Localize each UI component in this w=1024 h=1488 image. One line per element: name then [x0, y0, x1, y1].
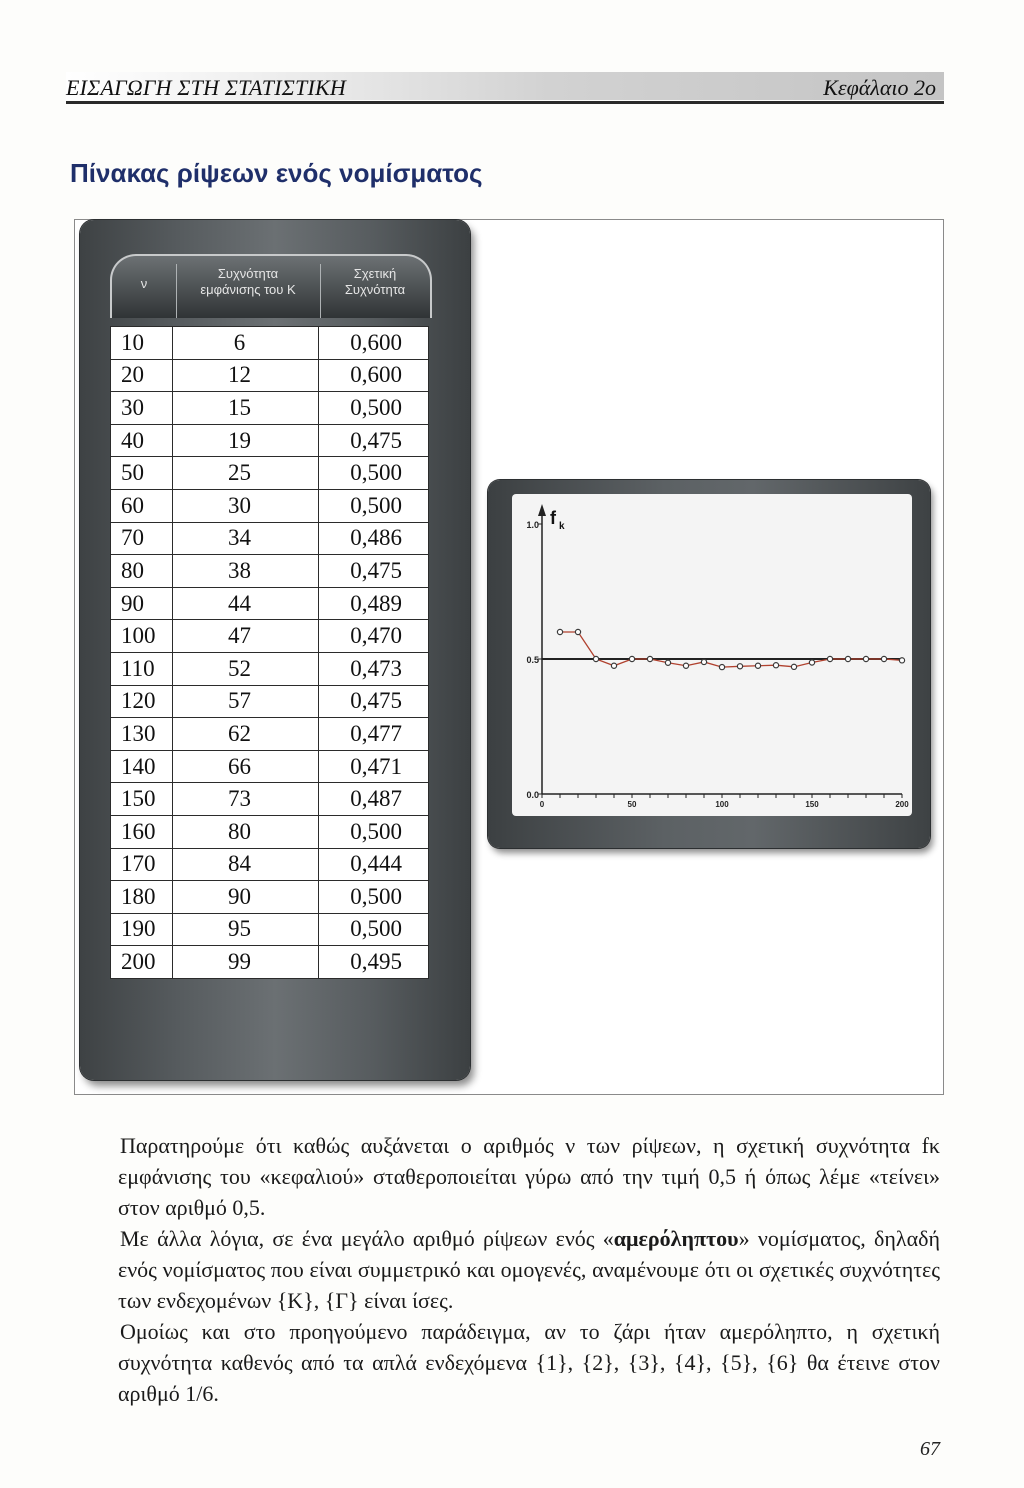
- cell-n: 100: [111, 620, 173, 653]
- table-row: [111, 815, 429, 848]
- header-frequency-line2: εμφάνισης του Κ: [200, 282, 296, 297]
- cell-n: 170: [111, 848, 173, 881]
- cell-n: 150: [111, 783, 173, 816]
- coin-toss-table: [110, 326, 429, 979]
- cell-frequency: 52: [173, 652, 319, 685]
- cell-frequency: 66: [173, 750, 319, 783]
- data-point: [701, 659, 706, 664]
- cell-n: 180: [111, 881, 173, 914]
- cell-n: 140: [111, 750, 173, 783]
- table-row: [111, 392, 429, 425]
- cell-n: 190: [111, 913, 173, 946]
- cell-frequency: 15: [173, 392, 319, 425]
- table-header: [110, 254, 432, 318]
- cell-frequency: 30: [173, 489, 319, 522]
- cell-n: 40: [111, 424, 173, 457]
- cell-relative-frequency: 0,500: [319, 815, 429, 848]
- data-point: [791, 664, 796, 669]
- table-row: [111, 327, 429, 360]
- data-point: [809, 660, 814, 665]
- data-point: [683, 663, 688, 668]
- header-frequency: [176, 266, 320, 298]
- running-header: [66, 72, 944, 104]
- y-axis-label-subscript: k: [559, 521, 565, 532]
- cell-n: 10: [111, 327, 173, 360]
- paragraph-1: Παρατηρούμε ότι καθώς αυξάνεται ο αριθμός ν των ρίψεων, η σχετική συχνότητα fκ εμφάνισης του «κεφαλιού» σταθεροποιείται γύρω από την τιμή 0,5 ή όπως λέμε «τείνει» στον αριθμό 0,5.: [118, 1133, 940, 1220]
- table-row: [111, 718, 429, 751]
- cell-relative-frequency: 0,487: [319, 783, 429, 816]
- cell-relative-frequency: 0,471: [319, 750, 429, 783]
- data-point: [755, 663, 760, 668]
- cell-relative-frequency: 0,475: [319, 555, 429, 588]
- data-point: [719, 665, 724, 670]
- cell-frequency: 34: [173, 522, 319, 555]
- cell-n: 20: [111, 359, 173, 392]
- header-n: ν: [140, 276, 148, 291]
- cell-relative-frequency: 0,600: [319, 327, 429, 360]
- page-number: 67: [920, 1438, 940, 1460]
- cell-relative-frequency: 0,473: [319, 652, 429, 685]
- cell-relative-frequency: 0,500: [319, 392, 429, 425]
- data-point: [863, 656, 868, 661]
- data-point: [557, 629, 562, 634]
- chapter-label: Κεφάλαιο 2ο: [823, 75, 936, 100]
- table-row: [111, 848, 429, 881]
- table-row: [111, 913, 429, 946]
- cell-n: 200: [111, 946, 173, 979]
- series-line: [560, 632, 902, 667]
- relative-frequency-chart: [512, 494, 912, 816]
- table-row: [111, 783, 429, 816]
- data-point: [827, 656, 832, 661]
- cell-relative-frequency: 0,600: [319, 359, 429, 392]
- cell-n: 120: [111, 685, 173, 718]
- cell-n: 110: [111, 652, 173, 685]
- x-tick-label: 0: [539, 800, 545, 809]
- cell-n: 90: [111, 587, 173, 620]
- data-point: [773, 663, 778, 668]
- paragraph-3: Ομοίως και στο προηγούμενο παράδειγμα, αν το ζάρι ήταν αμερόληπτο, η σχετική συχνότητα καθενός από τα απλά ενδεχόμενα {1}, {2}, {3}, {4}, {5}, {6} θα έτεινε στον αριθμό 1/6.: [118, 1319, 940, 1406]
- header-rule: [66, 101, 944, 104]
- header-relative-line1: Σχετική: [353, 266, 397, 281]
- cell-frequency: 44: [173, 587, 319, 620]
- data-point: [665, 660, 670, 665]
- x-tick-label: 50: [627, 800, 637, 809]
- header-relative-line2: Συχνότητα: [344, 282, 406, 297]
- data-point: [575, 629, 580, 634]
- x-tick-label: 150: [805, 800, 819, 809]
- cell-frequency: 6: [173, 327, 319, 360]
- cell-relative-frequency: 0,500: [319, 489, 429, 522]
- table-row: [111, 946, 429, 979]
- cell-frequency: 62: [173, 718, 319, 751]
- cell-relative-frequency: 0,500: [319, 881, 429, 914]
- cell-frequency: 90: [173, 881, 319, 914]
- cell-relative-frequency: 0,489: [319, 587, 429, 620]
- cell-relative-frequency: 0,477: [319, 718, 429, 751]
- cell-frequency: 38: [173, 555, 319, 588]
- y-tick-label: 1.0: [526, 520, 539, 530]
- cell-relative-frequency: 0,500: [319, 913, 429, 946]
- table-row: [111, 587, 429, 620]
- cell-n: 60: [111, 489, 173, 522]
- table-row: [111, 359, 429, 392]
- cell-relative-frequency: 0,486: [319, 522, 429, 555]
- table-row: [111, 881, 429, 914]
- cell-frequency: 73: [173, 783, 319, 816]
- table-row: [111, 685, 429, 718]
- table-row: [111, 620, 429, 653]
- cell-n: 50: [111, 457, 173, 490]
- table-row: [111, 750, 429, 783]
- table-row: [111, 555, 429, 588]
- book-title: ΕΙΣΑΓΩΓΗ ΣΤΗ ΣΤΑΤΙΣΤΙΚΗ: [66, 75, 346, 100]
- table-row: [111, 652, 429, 685]
- cell-relative-frequency: 0,500: [319, 457, 429, 490]
- data-point: [647, 656, 652, 661]
- cell-relative-frequency: 0,495: [319, 946, 429, 979]
- y-axis-label: f: [550, 508, 556, 528]
- data-point: [629, 656, 634, 661]
- table-row: [111, 424, 429, 457]
- data-point: [737, 664, 742, 669]
- paragraph-2-start: Με άλλα λόγια, σε ένα μεγάλο αριθμό ρίψεων ενός «: [120, 1226, 614, 1251]
- cell-n: 130: [111, 718, 173, 751]
- y-tick-label: 0.0: [526, 790, 539, 800]
- table-row: [111, 489, 429, 522]
- table-body: [111, 327, 429, 979]
- cell-n: 80: [111, 555, 173, 588]
- table-row: [111, 522, 429, 555]
- table-row: [111, 457, 429, 490]
- header-frequency-line1: Συχνότητα: [217, 266, 279, 281]
- paragraph-2-end: » νομίσματος, δηλαδή ενός νομίσματος που είναι συμμετρικό και ομογενές, αναμένουμε ότι οι σχετικές συχνότητες των ενδεχομένων {Κ}, {Γ} είναι ίσες.: [118, 1226, 940, 1313]
- cell-frequency: 80: [173, 815, 319, 848]
- cell-frequency: 99: [173, 946, 319, 979]
- cell-frequency: 25: [173, 457, 319, 490]
- cell-frequency: 47: [173, 620, 319, 653]
- cell-frequency: 12: [173, 359, 319, 392]
- cell-n: 160: [111, 815, 173, 848]
- data-point: [845, 656, 850, 661]
- cell-frequency: 57: [173, 685, 319, 718]
- cell-relative-frequency: 0,470: [319, 620, 429, 653]
- y-axis-arrow: [538, 504, 546, 516]
- paragraph-2: [118, 1223, 940, 1316]
- cell-n: 70: [111, 522, 173, 555]
- x-tick-label: 200: [895, 800, 909, 809]
- cell-n: 30: [111, 392, 173, 425]
- chart-area: [512, 494, 912, 816]
- data-point: [899, 658, 904, 663]
- section-title: Πίνακας ρίψεων ενός νομίσματος: [70, 158, 483, 188]
- y-tick-label: 0.5: [526, 655, 539, 665]
- term-unbiased: αμερόληπτου: [613, 1226, 739, 1251]
- cell-frequency: 95: [173, 913, 319, 946]
- data-point: [611, 663, 616, 668]
- cell-frequency: 84: [173, 848, 319, 881]
- cell-relative-frequency: 0,475: [319, 424, 429, 457]
- data-point: [881, 656, 886, 661]
- cell-relative-frequency: 0,444: [319, 848, 429, 881]
- cell-frequency: 19: [173, 424, 319, 457]
- cell-relative-frequency: 0,475: [319, 685, 429, 718]
- data-point: [593, 656, 598, 661]
- body-text: [118, 1130, 940, 1409]
- header-relative-frequency: [320, 266, 430, 298]
- x-tick-label: 100: [715, 800, 729, 809]
